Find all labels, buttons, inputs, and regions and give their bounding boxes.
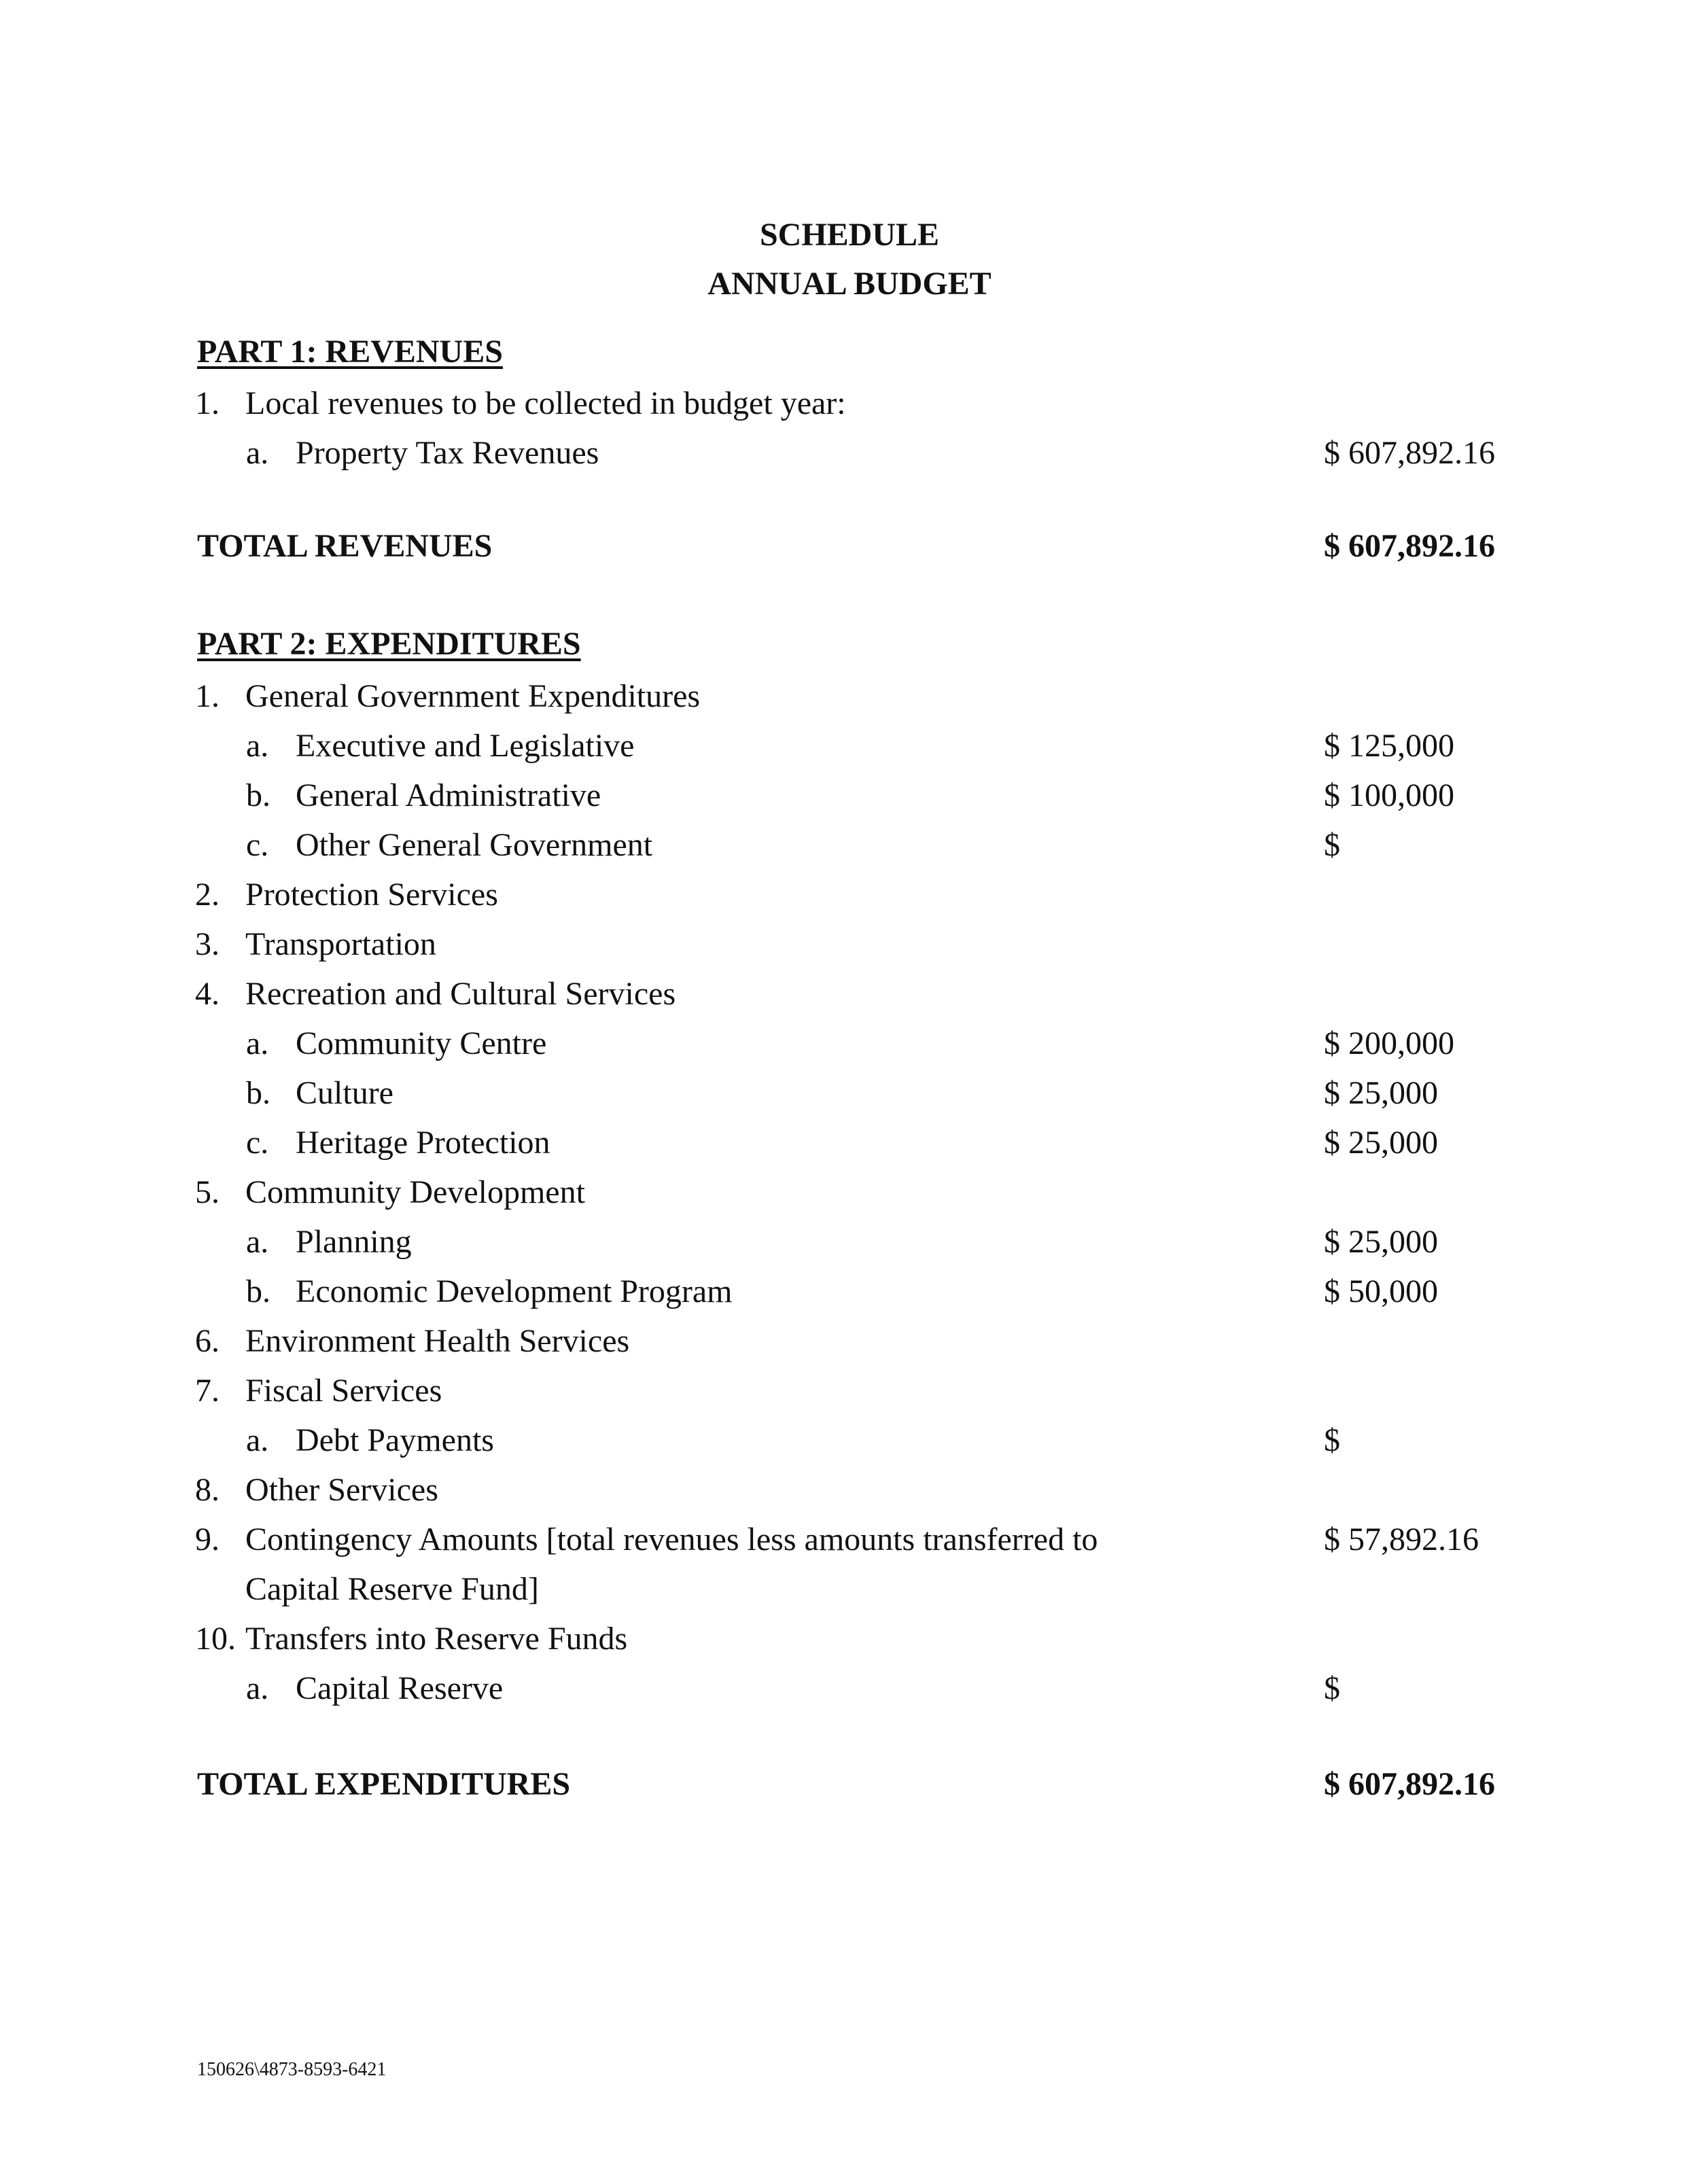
item-number: 5. [195,1174,220,1210]
expenditure-subitem [0,1415,1699,1466]
item-letter: a. [246,1670,269,1706]
expenditure-subitem [0,820,1699,870]
item-amount: $ [1324,827,1340,863]
item-amount: $ 200,000 [1324,1025,1454,1061]
expenditure-subitem [0,1118,1699,1168]
total-revenues-label: TOTAL REVENUES [197,528,493,564]
expenditure-item [0,870,1699,920]
document-subtitle: ANNUAL BUDGET [707,266,992,302]
item-text: Planning [296,1224,412,1260]
item-text: Economic Development Program [296,1273,733,1309]
item-amount: $ 25,000 [1324,1224,1438,1260]
expenditure-item [0,1515,1699,1565]
expenditure-subitem [0,1217,1699,1267]
item-text: Environment Health Services [245,1323,630,1359]
expenditure-item [0,1366,1699,1416]
item-amount: $ 100,000 [1324,777,1454,813]
item-text: Community Development [245,1174,585,1210]
item-number: 7. [195,1373,220,1409]
item-letter: c. [246,827,269,863]
item-text: Executive and Legislative [296,728,635,764]
expenditure-subitem [0,771,1699,821]
item-amount: $ 50,000 [1324,1273,1438,1309]
item-letter: a. [246,1422,269,1458]
item-letter: c. [246,1125,269,1161]
expenditure-subitem [0,721,1699,771]
expenditure-subitem [0,1267,1699,1317]
item-letter: a. [246,728,269,764]
item-text: Protection Services [245,877,498,913]
item-number: 3. [195,926,220,962]
item-number: 1. [195,678,220,714]
item-amount: $ 25,000 [1324,1125,1438,1161]
item-text: Capital Reserve Fund] [245,1571,539,1607]
item-text: Transfers into Reserve Funds [245,1621,628,1657]
item-letter: a. [246,435,269,471]
item-number: 4. [195,976,220,1012]
item-number: 2. [195,877,220,913]
item-text: Other General Government [296,827,653,863]
item-letter: b. [246,777,270,813]
expenditure-item [0,671,1699,722]
item-text: General Government Expenditures [245,678,701,714]
total-revenues-amount: $ 607,892.16 [1324,528,1495,564]
item-text: Culture [296,1075,393,1111]
item-text: Debt Payments [296,1422,494,1458]
expenditure-continuation [0,1564,1699,1615]
item-text: Local revenues to be collected in budget year: [245,385,846,421]
total-expenditures-amount: $ 607,892.16 [1324,1766,1495,1802]
item-text: Capital Reserve [296,1670,504,1706]
item-text: Community Centre [296,1025,547,1061]
revenue-item-1a [0,428,1699,478]
expenditure-item [0,1316,1699,1367]
revenue-item-1 [0,378,1699,429]
part1-heading: PART 1: REVENUES [197,334,503,370]
item-amount: $ 125,000 [1324,728,1454,764]
document-title: SCHEDULE [759,217,940,253]
item-text: General Administrative [296,777,601,813]
item-amount: $ 57,892.16 [1324,1521,1479,1557]
item-amount: $ 25,000 [1324,1075,1438,1111]
expenditure-item [0,919,1699,970]
item-text: Property Tax Revenues [296,435,599,471]
item-amount: $ [1324,1422,1340,1458]
expenditure-item [0,1614,1699,1664]
item-text: Transportation [245,926,436,962]
item-text: Fiscal Services [245,1373,442,1409]
item-amount: $ 607,892.16 [1324,435,1495,471]
item-letter: a. [246,1224,269,1260]
item-number: 9. [195,1521,220,1557]
item-amount: $ [1324,1670,1340,1706]
item-number: 1. [195,385,220,421]
expenditure-item [0,1465,1699,1515]
expenditure-item [0,1167,1699,1218]
part2-heading: PART 2: EXPENDITURES [197,626,581,662]
item-text: Recreation and Cultural Services [245,976,676,1012]
expenditure-item [0,969,1699,1019]
item-number: 8. [195,1472,220,1508]
expenditure-subitem [0,1068,1699,1119]
item-text: Heritage Protection [296,1125,550,1161]
item-text: Contingency Amounts [total revenues less amounts transferred to [245,1521,1098,1557]
expenditure-subitem [0,1019,1699,1069]
expenditure-subitem [0,1663,1699,1714]
item-number: 10. [195,1621,236,1657]
item-letter: b. [246,1273,270,1309]
total-expenditures-label: TOTAL EXPENDITURES [197,1766,571,1802]
item-letter: a. [246,1025,269,1061]
item-letter: b. [246,1075,270,1111]
item-number: 6. [195,1323,220,1359]
item-text: Other Services [245,1472,438,1508]
document-id: 150626\4873-8593-6421 [197,2059,387,2080]
